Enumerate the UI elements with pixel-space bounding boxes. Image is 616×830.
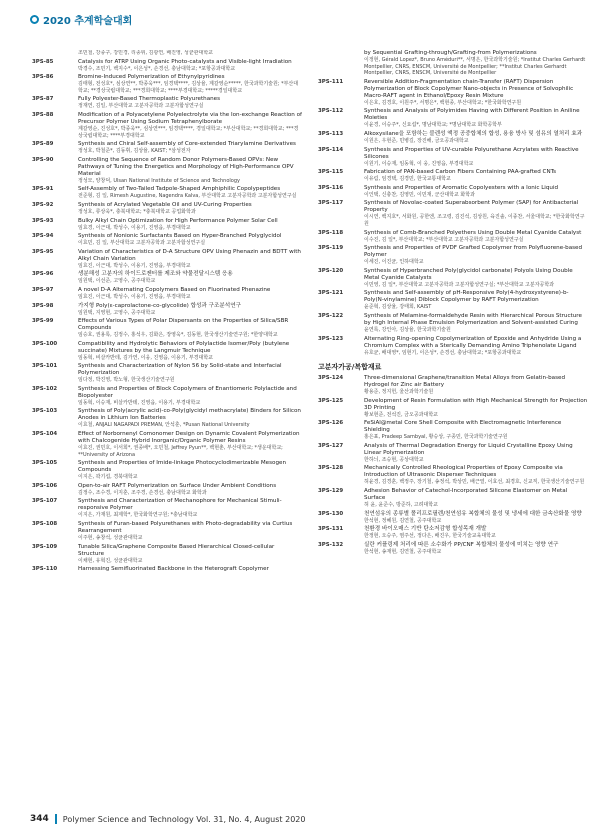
paper-code: 3PS-121 <box>318 290 344 297</box>
paper-entry <box>318 542 588 556</box>
paper-body <box>364 526 588 540</box>
paper-authors: 김태형, 전성호*, 심상연**, 박종욱***, 임경택****, 김상율, 계갈영순*****, 한국과학기술원; *부산대학교; **경상국립대학교; ***경희대학교; ****부경대학교; *****경일대학교 <box>78 81 299 94</box>
paper-title: Open-to-air RAFT Polymerization on Surface Under Ambient Conditions <box>78 482 277 489</box>
paper-authors: 임승호, 권용록, 김정수, 홍석우, 김화은, 장영욱*, 김동현, 한국생산기술연구원; *한양대학교 <box>78 332 278 339</box>
bullet-icon <box>30 15 39 24</box>
paper-entry <box>318 200 588 227</box>
paper-authors: 이은호, 김경호, 이원주*, 서명은*, 백현종, 부산대학교; *한국화학연구원 <box>364 99 522 106</box>
paper-entry <box>32 59 302 73</box>
paper-title: Tunable Silica/Graphene Composite Based Hierarchical Closed-cellular Structure <box>78 543 275 557</box>
paper-entry <box>32 218 302 232</box>
paper-body <box>78 112 302 139</box>
paper-entry <box>318 398 588 419</box>
paper-code: 3PS-92 <box>32 201 54 208</box>
paper-code: 3PS-100 <box>32 340 58 347</box>
page-header <box>30 12 132 27</box>
paper-code: 3PS-101 <box>32 363 58 370</box>
paper-title: Development of Resin Formulation with High Mechanical Strength for Projection 3D Printing <box>364 397 588 411</box>
paper-title: Synthesis of Nonionic Surfactants Based on Hyper-Branched Polyglycidol <box>78 233 282 240</box>
paper-code: 3PS-117 <box>318 200 344 207</box>
paper-body <box>78 460 302 481</box>
paper-authors: 이민영, 김 일*, 부산대학교 고분자공학과 고분자합성연구실; *부산대학교 고분자공학과 <box>364 281 555 288</box>
paper-code: 3PS-98 <box>32 302 54 309</box>
paper-title: Controlling the Sequence of Random Donor Polymers-Based OPVs: New Pathways of Tuning the Energetics and Morphology of High-Performance OPV Material <box>78 156 294 177</box>
paper-entry <box>32 386 302 407</box>
paper-title: Synthesis and Characterization of Mechanophore for Mechanical Stimuli-responsive Polymer <box>78 498 282 512</box>
paper-authors: 정성호, 박철준*, 김동휘, 김상율, KAIST; *삼성전자 <box>78 148 191 155</box>
paper-body <box>364 79 588 107</box>
paper-entry <box>32 408 302 429</box>
paper-title: Synthesis and Self-assembly of pH-Responsive Poly(4-hydroxystyrene)-b-Poly(N-vinylamine) Diblock Copolymer by RAFT Polymerization <box>364 290 569 304</box>
paper-entry <box>32 303 302 317</box>
paper-title: 생분해성 고분자의 하이드로젠터를 제조와 약물전달시스템 응용 <box>78 271 233 278</box>
paper-code: 3PS-119 <box>318 245 344 252</box>
paper-code: 3PS-104 <box>32 431 58 438</box>
paper-title: 실란 커플링제 처리에 따른 소수화가 PP/CNF 복합체의 물성에 미치는 영향 연구 <box>364 541 559 548</box>
paper-code: 3PS-108 <box>32 521 58 528</box>
paper-code: 3PS-107 <box>32 498 58 505</box>
paper-title: Self-Assembly of Two-Tailed Tadpole-Shaped Amphiphilic Copolypeptides <box>78 186 281 193</box>
paper-title: Synthesis and Properties of Imide-linkage Photocyclodimerizable Mesogen Compounds <box>78 460 286 474</box>
paper-authors: 전준형, 김 일, Rimesh Augustine, Nagendra Kalva, 부산대학교 고분자공학과 고분자합성연구실 <box>78 193 297 200</box>
paper-body <box>364 336 588 357</box>
paper-code: 3PS-113 <box>318 130 344 137</box>
conference-title: 2020 추계학술대회 <box>43 16 133 27</box>
paper-entry <box>318 465 588 486</box>
paper-entry <box>32 141 302 155</box>
paper-entry <box>318 336 588 357</box>
paper-title: A novel D-A Alternating Copolymers Based on Fluorinated Phenazine <box>78 286 271 293</box>
paper-title: Bulky Alkyl Chain Optimization for High Performance Polymer Solar Cell <box>78 217 278 224</box>
paper-code: 3PS-86 <box>32 74 54 81</box>
paper-body <box>78 59 302 73</box>
paper-authors: 정재연, 김일, 부산대학교 고분자공학과 고분자합성연구실 <box>78 103 204 110</box>
paper-code: 3PS-114 <box>318 146 344 153</box>
paper-title: Synthesis of Poly(acrylic acid)-co-Poly(glycidyl methacrylate) Binders for Silicon Anodes in Lithium Ion Batteries <box>78 408 301 422</box>
paper-code: 3PS-111 <box>318 78 344 85</box>
paper-title: Effects of Various Types of Polar Dispersants on the Properties of Silica/SBR Compounds <box>78 318 289 332</box>
paper-code: 3PS-132 <box>318 541 344 548</box>
paper-code: 3PS-106 <box>32 482 58 489</box>
paper-entry <box>318 147 588 168</box>
paper-authors: 박경수, 조민기, 백지수*, 이은성*, 손경선, 충남대학교; *포항공과대학교 <box>78 65 236 72</box>
paper-entry <box>32 483 302 497</box>
journal-citation: Polymer Science and Technology Vol. 31, No. 4, August 2020 <box>62 814 306 824</box>
paper-title: Fully Polyester-Based Thermoplastic Polyurethanes <box>78 96 221 103</box>
section-heading: 고분자가공/복합재료 <box>318 363 382 372</box>
paper-code: 3PS-125 <box>318 397 344 404</box>
paper-body <box>78 249 302 270</box>
paper-body <box>78 50 302 57</box>
paper-body <box>78 408 302 429</box>
paper-entry <box>318 375 588 396</box>
paper-code: 3PS-131 <box>318 526 344 533</box>
paper-entry <box>32 460 302 481</box>
paper-title: Adhesion Behavior of Catechol-Incorporated Silicone Elastomer on Metal Surface <box>364 488 568 502</box>
paper-code: 3PS-122 <box>318 312 344 319</box>
paper-code: 3PS-118 <box>318 229 344 236</box>
paper-title: Synthesis of Acrylated Vegetable Oil and UV-Curing Properties <box>78 201 252 208</box>
paper-title: Synthesis and Characterization of Nylon 56 by Solid-state and Interfacial Polymerization <box>78 363 282 377</box>
paper-entry <box>318 245 588 266</box>
paper-code: 3PS-103 <box>32 408 58 415</box>
paper-entry <box>318 79 588 107</box>
paper-entry <box>32 521 302 542</box>
paper-title: Bromine-Induced Polymerization of Ethynylpyridines <box>78 74 225 81</box>
paper-authors: 이세진, 이진균, 인하대학교 <box>364 259 424 266</box>
paper-body <box>78 96 302 110</box>
right-column <box>318 50 588 805</box>
paper-code: 3PS-88 <box>32 111 54 118</box>
paper-body <box>78 186 302 200</box>
paper-authors: 한석현, 송재현, 김연철, 공주대학교 <box>364 548 442 555</box>
paper-body <box>364 50 588 77</box>
paper-entry <box>32 157 302 185</box>
paper-authors: 이채현, 유혁진, 성균관대학교 <box>78 557 143 564</box>
paper-entry <box>318 443 588 464</box>
paper-code: 3PS-94 <box>32 233 54 240</box>
left-column <box>32 50 302 805</box>
paper-entry <box>32 249 302 270</box>
paper-title: Reversible Addition-Fragmentation chain-Transfer (RAFT) Dispersion Polymerization of Block Copolymer Nano-objects in Presence of Solvophilic Macro-RAFT agent in Ethanol/Epoxy Resin Mixture <box>364 78 574 99</box>
paper-authors: 이효철, ANJALI NAGAPADI PREMAN, 안석훈, *Pusan National University <box>78 422 250 429</box>
paper-entry <box>32 50 302 57</box>
paper-title: Alternating Ring-opening Copolymerization of Epoxide and Anhydride Using a Chromium Complex with a Sterically Demanding Amino Triphenolate Ligand <box>364 335 582 349</box>
paper-body <box>364 443 588 464</box>
paper-body <box>364 147 588 168</box>
paper-title: Synthesis and Properties of Aromatic Copolyesters with a Ionic Liquid <box>364 184 559 191</box>
paper-body <box>364 313 588 334</box>
paper-entry <box>318 185 588 199</box>
paper-title: 천환경 바이오매스 기반 탄소저감형 합성목재 개발 <box>364 526 487 533</box>
paper-title: Synthesis and Properties of PVDF Grafted Copolymer from Polyfluorene-based Polymer <box>364 245 583 259</box>
paper-entry <box>32 431 302 458</box>
paper-authors: 이효진, 권민호, 이서희*, 권종배*, 오민철, Jeffrey Pyun**, 백현춘, 부산대학교; *생운대학교; **University of Arizona <box>78 445 283 458</box>
paper-authors: 윤준혁, 김상율, 강태희, KAIST <box>364 304 432 311</box>
paper-code: 3PS-112 <box>318 108 344 115</box>
paper-body <box>364 185 588 199</box>
paper-code: 3PS-126 <box>318 420 344 427</box>
paper-entry <box>32 96 302 110</box>
paper-code: 3PS-105 <box>32 460 58 467</box>
paper-title: Synthesis of Furan-based Polyurethanes with Photo-degradability via Curtius Rearrangement <box>78 521 293 535</box>
paper-body <box>364 169 588 183</box>
paper-title: by Sequential Grafting-through/Grafting-from Polymerizations <box>364 50 537 56</box>
paper-entry <box>32 74 302 94</box>
paper-body <box>364 465 588 486</box>
paper-body <box>364 488 588 509</box>
paper-title: Variation of Characteristics of D-A Structure OPV Using Phenazin and BDTT with Alkyl Chain Variation <box>78 248 301 262</box>
paper-code: 3PS-129 <box>318 488 344 495</box>
paper-body <box>364 420 588 441</box>
paper-entry <box>32 341 302 362</box>
paper-code: 3PS-128 <box>318 465 344 472</box>
paper-authors: 이시연, 백지호*, 서화원, 공한엔, 조고령, 김진석, 김상원, 육진솔, 이종찬, 서울대학교; *한국화학연구원 <box>364 214 585 227</box>
paper-title: 가지형 Poly(ε-caprolactone-co-glycolide) 합성과 구조분석연구 <box>78 302 242 309</box>
paper-entry <box>32 544 302 565</box>
paper-entry <box>32 498 302 519</box>
page-footer <box>30 814 305 824</box>
paper-authors: 임효진, 이근대, 박성수, 이용기, 진영읍, 부경대학교 <box>78 293 191 300</box>
paper-entry <box>32 233 302 247</box>
paper-entry <box>32 271 302 285</box>
paper-authors: 임동혁, 이승재, 비살카반테, 진영읍, 이용기, 부경대학교 <box>78 399 201 406</box>
paper-authors: 한석현, 정혜원, 김연철, 공주대학교 <box>364 517 442 524</box>
paper-body <box>78 287 302 301</box>
paper-code <box>318 50 358 77</box>
paper-body <box>78 74 302 94</box>
paper-body <box>78 233 302 247</box>
paper-code: 3PS-96 <box>32 271 54 278</box>
paper-authors: 유호균, 배대영*, 임현기, 이은성*, 손경선, 충남대학교; *포항공과대학교 <box>364 349 522 356</box>
paper-authors: 임동혁, 비살카반테, 김가연, 이웅, 진영읍, 이용기, 부경대학교 <box>78 354 213 361</box>
paper-authors: 황용준, 정지헌, 울산과학기술원 <box>364 389 434 396</box>
paper-code: 3PS-109 <box>32 543 58 550</box>
paper-code: 3PS-127 <box>318 442 344 449</box>
paper-entry <box>318 526 588 540</box>
paper-code: 3PS-90 <box>32 156 54 163</box>
paper-body <box>78 363 302 384</box>
paper-title: Compatibility and Hydrolytic Behaviors of Polylactide Isomer/Poly (butylene succinate) Mixtures by the Langmuir Technique <box>78 340 290 354</box>
paper-code: 3PS-115 <box>318 169 344 176</box>
paper-body <box>364 542 588 556</box>
paper-title: Analysis of Thermal Degradation Energy for Liquid Crystalline Epoxy Using Linear Polymerization <box>364 442 573 456</box>
paper-authors: 정성호, 류상욱*, 충북대학교; *충북대학교 공업화학과 <box>78 208 196 215</box>
paper-authors: 이원은, 우현준, 민병길, 장진해, 금오공과대학교 <box>364 137 469 144</box>
paper-body <box>364 375 588 396</box>
paper-entry <box>318 313 588 334</box>
paper-code: 3PS-102 <box>32 385 58 392</box>
paper-body <box>364 398 588 419</box>
paper-body <box>364 268 588 289</box>
paper-code: 3PS-95 <box>32 248 54 255</box>
paper-body <box>364 131 588 145</box>
paper-authors: 이지은, 가재원, 최제학*, 한국화학연구원; *충남대학교 <box>78 512 198 519</box>
paper-authors: 조민철, 강종구, 강민경, 리종위, 김광연, 배진영, 성균관대학교 <box>78 50 213 56</box>
paper-authors: 윤연록, 강인아, 김상율, 한국과학기술원 <box>364 326 451 333</box>
paper-title: Synthesis and Properties of Block Copolymers of Enantiomeric Polylactide and Biopolyester <box>78 385 297 399</box>
paper-title: Synthesis and Chiral Self-assembly of Core-extended Triarylamine Derivatives <box>78 141 296 148</box>
paper-code: 3PS-110 <box>32 566 58 573</box>
paper-entry <box>318 420 588 441</box>
paper-authors: 임원택, 이선준, 고영수, 공주대학교 <box>78 278 156 285</box>
paper-body <box>364 200 588 227</box>
paper-authors: 이정현, Gérald Lopez*, Bruno Améduri**, 서명은, 한국과학기술원; *Institut Charles Gerhardt Montpellier, CNRS, ENSCM, Université de Montpellier; **Institut Charles Gerhardt Montpellier, CNRS, ENSCM, Université de Montpellier <box>364 57 586 77</box>
paper-authors: 이원기, 이승재, 임동혁, 이 웅, 진영읍, 부경대학교 <box>364 160 474 167</box>
paper-authors: 이지은, 곽기섭, 경북대학교 <box>78 474 138 481</box>
paper-entry <box>318 169 588 183</box>
paper-body <box>78 498 302 519</box>
paper-authors: 한정현, 오승주, 염주선, 정다은, 배진우, 한국기술교육대학교 <box>364 533 496 540</box>
paper-entry <box>318 230 588 244</box>
paper-authors: 임원택, 지영현, 고영수, 공주대학교 <box>78 309 156 316</box>
paper-authors: 허 윤, 윤준수, 방준하, 고려대학교 <box>364 502 438 509</box>
paper-code: 3PS-124 <box>318 375 344 382</box>
paper-body <box>78 202 302 216</box>
paper-authors: 황보현준, 전석진, 금오공과대학교 <box>364 411 438 418</box>
paper-body <box>78 303 302 317</box>
paper-body <box>364 108 588 129</box>
paper-title: Synthesis and Properties of UV-curable Polyurethane Acrylates with Reactive Silicones <box>364 146 579 160</box>
paper-code: 3PS-116 <box>318 184 344 191</box>
paper-title: Synthesis of Hyperbranched Poly(glycidol carbonate) Polyols Using Double Metal Cyanide Catalysts <box>364 267 573 281</box>
paper-authors: 임효경, 이근대, 박성수, 이용기, 진영읍, 부경대학교 <box>78 224 191 231</box>
paper-code: 3PS-91 <box>32 186 54 193</box>
paper-entry <box>318 290 588 311</box>
paper-authors: 이인택, 신충찬, 김영민, 이민재, 군산대학교 화학과 <box>364 191 475 198</box>
paper-body <box>364 230 588 244</box>
footer-divider <box>55 814 57 824</box>
paper-entry <box>318 511 588 525</box>
paper-authors: 임효진, 이근대, 박성수, 이용기, 진영읍, 부경대학교 <box>78 262 191 269</box>
paper-entry <box>318 131 588 145</box>
paper-title: Three-dimensional Graphene/transition Metal Alloys from Gelatin-based Hydrogel for Zinc air Battery <box>364 375 566 389</box>
paper-code: 3PS-99 <box>32 318 54 325</box>
paper-title: FeSiAl@metal Core Shell Composite with Electromagnetic Interference Shielding <box>364 420 562 434</box>
paper-body <box>78 341 302 362</box>
paper-authors: 정성모, 양창덕, Ulsan National Institute of Science and Technology <box>78 177 240 184</box>
paper-authors: 홍은표, Pradeep Sambyal, 황승상, 구종민, 한국과학기술연구원 <box>364 434 508 441</box>
paper-entry <box>318 108 588 129</box>
paper-authors: 한하늬, 조승현, 공상대학교 <box>364 456 424 463</box>
paper-entry <box>32 363 302 384</box>
paper-entry <box>32 202 302 216</box>
paper-title: Mechanically Controlled Rheological Properties of Epoxy Composite via Introduction of Ultrasonic Disperser Techniques <box>364 465 563 479</box>
paper-authors: 이주현, 송창석, 성균관대학교 <box>78 535 143 542</box>
paper-title: Synthesis of Melamine-formaldehyde Resin with Hierarchical Porous Structure by High Internal Phase Emulsion Polymerization and Solvent-assisted Curing <box>364 312 582 326</box>
paper-body <box>364 290 588 311</box>
paper-code: 3PS-93 <box>32 217 54 224</box>
paper-body <box>78 141 302 155</box>
paper-entry <box>318 268 588 289</box>
paper-body <box>78 566 302 573</box>
paper-entry <box>32 186 302 200</box>
paper-title: Harnessing Semifluorinated Backbone in the Heterograft Copolymer <box>78 566 269 573</box>
paper-code: 3PS-89 <box>32 141 54 148</box>
paper-body <box>78 318 302 339</box>
paper-body <box>78 386 302 407</box>
paper-body <box>364 511 588 525</box>
paper-authors: 김정수, 조수경, 이지훈, 조주경, 손경선, 충남대학교 화학과 <box>78 489 207 496</box>
paper-entry <box>318 50 588 77</box>
paper-body <box>78 483 302 497</box>
paper-authors: 임다정, 박진영, 박노형, 한국생산기술연구원 <box>78 377 175 384</box>
paper-authors: 이유림, 임경택, 김경민, 한국교통대학교 <box>364 176 451 183</box>
paper-authors: 허윤경, 김경훈, 백정주, 장기철, 송정석, 박상민, 배근열, 이효선, 최경호, 신교직, 한국생산기술연구원 <box>364 479 585 486</box>
paper-body <box>78 431 302 458</box>
paper-code: 3PS-120 <box>318 267 344 274</box>
paper-title: Synthesis and Analysis of Polyimides Having with Different Position in Aniline Moieties <box>364 108 580 122</box>
paper-authors: 계갈영순, 진성호*, 박종욱**, 심상연***, 임경택****, 경일대학교; *부산대학교; **경희대학교; ***경상국립대학교; ****부경대학교 <box>78 125 299 139</box>
paper-authors: 이수진, 김 일*, 부산대학교; *부산대학교 고분자공학과 고분자합성연구실 <box>364 236 524 243</box>
paper-body <box>364 245 588 266</box>
paper-entry <box>32 112 302 139</box>
paper-body <box>78 271 302 285</box>
paper-title: Catalysis for ATRP Using Organic Photo-catalysts and Visible-light Irradiation <box>78 58 292 65</box>
page-number: 344 <box>30 814 49 824</box>
paper-title: Alkoxysilane을 포함하는 블렌성 액정 공중합체의 합성, 용융 방사 및 섬유의 열처리 효과 <box>364 130 583 137</box>
paper-code: 3PS-97 <box>32 286 54 293</box>
paper-authors: 이효민, 김 일, 부산대학교 고분자공학과 고분자합성연구실 <box>78 240 206 247</box>
paper-code: 3PS-87 <box>32 96 54 103</box>
paper-title: 천연섬유의 종류별 폴리프로필렌/천연섬유 복합체의 물성 및 냉세에 대한 금속산화물 영향 <box>364 510 582 517</box>
paper-authors: 이윤경, 이승주*, 신요섭*, 명남대학교; *명남대학교 화학공학부 <box>364 122 502 129</box>
paper-body <box>78 157 302 185</box>
paper-body <box>78 218 302 232</box>
paper-body <box>78 544 302 565</box>
paper-code: 3PS-130 <box>318 510 344 517</box>
paper-entry <box>32 566 302 573</box>
paper-title: Synthesis of Novolac-coated Superabsorbent Polymer (SAP) for Antibacterial Property <box>364 200 579 214</box>
paper-title: Effect of Norbornenyl Comonomer Design on Dynamic Covalent Polymerization with Chalcogenide Hybrid Inorganic/Organic Polymer Resins <box>78 431 300 445</box>
paper-entry <box>318 488 588 509</box>
paper-entry <box>32 287 302 301</box>
paper-body <box>78 521 302 542</box>
paper-code: 3PS-123 <box>318 335 344 342</box>
paper-title: Fabrication of PAN-based Carbon Fibers Containing PAA-grafted CNTs <box>364 169 557 176</box>
paper-title: Modification of a Polyacetylene Polyelectrolyte via the Ion-exchange Reaction of Precursor Polymer Using Sodium Tetraphenylborate <box>78 111 302 125</box>
paper-code: 3PS-85 <box>32 58 54 65</box>
paper-title: Synthesis of Comb-Branched Polyethers Using Double Metal Cyanide Catalyst <box>364 229 582 236</box>
paper-entry <box>32 318 302 339</box>
paper-code <box>32 50 72 57</box>
